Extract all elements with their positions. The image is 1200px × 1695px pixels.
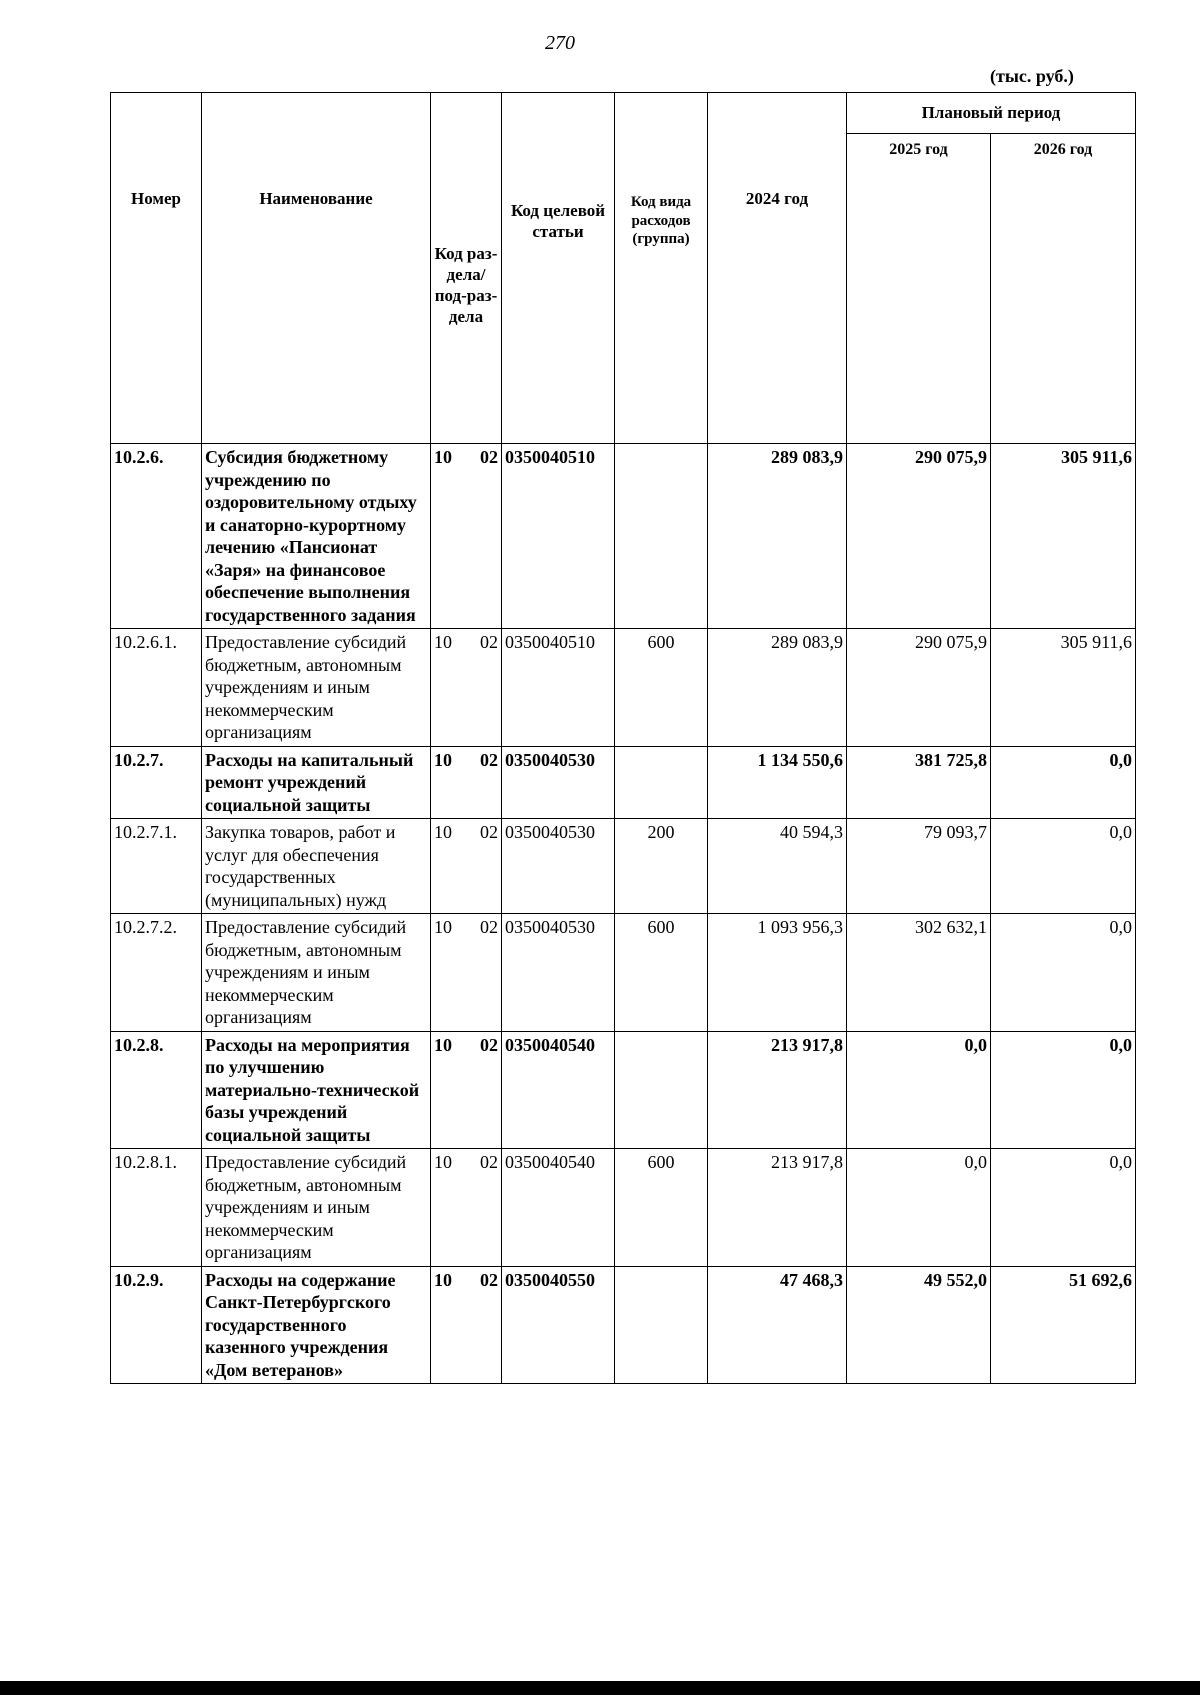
row-2024: 289 083,9 [708, 444, 847, 629]
razdel-code: 10 [434, 447, 452, 467]
scan-border [0, 1681, 1200, 1695]
row-razdel [431, 1266, 502, 1384]
row-2026: 0,0 [991, 914, 1136, 1032]
row-name: Предоставление субсидий бюджетным, автономным учреждениям и иным некоммерческим организациям [202, 1149, 431, 1267]
units-label: (тыс. руб.) [990, 66, 1074, 86]
row-razdel [431, 819, 502, 914]
row-2026: 305 911,6 [991, 444, 1136, 629]
row-kod-vida: 600 [615, 629, 708, 747]
podrazdel-code: 02 [480, 917, 498, 937]
podrazdel-code: 02 [480, 1152, 498, 1172]
row-number: 10.2.6. [111, 444, 202, 629]
row-name: Закупка товаров, работ и услуг для обеспечения государственных (муниципальных) нужд [202, 819, 431, 914]
row-razdel [431, 914, 502, 1032]
podrazdel-code: 02 [480, 632, 498, 652]
table-row [111, 1149, 1136, 1267]
row-2024: 289 083,9 [708, 629, 847, 747]
row-kod-tselevoy: 0350040540 [502, 1031, 615, 1149]
row-number: 10.2.7.1. [111, 819, 202, 914]
row-2026: 0,0 [991, 1149, 1136, 1267]
row-2025: 381 725,8 [847, 746, 991, 819]
row-name: Расходы на содержание Санкт-Петербургского государственного казенного учреждения «Дом ветеранов» [202, 1266, 431, 1384]
row-kod-vida: 600 [615, 914, 708, 1032]
row-razdel [431, 444, 502, 629]
row-razdel [431, 746, 502, 819]
row-name: Предоставление субсидий бюджетным, автономным учреждениям и иным некоммерческим организациям [202, 629, 431, 747]
header-row [111, 93, 1136, 134]
podrazdel-code: 02 [480, 822, 498, 842]
row-kod-tselevoy: 0350040530 [502, 746, 615, 819]
row-kod-tselevoy: 0350040530 [502, 819, 615, 914]
row-2024: 1 134 550,6 [708, 746, 847, 819]
razdel-code: 10 [434, 749, 452, 770]
row-2026: 0,0 [991, 746, 1136, 819]
table-row [111, 746, 1136, 819]
row-name: Субсидия бюджетному учреждению по оздоровительному отдыху и санаторно-курортному лечению «Пансионат «Заря» на финансовое обеспечение выполнения государственного задания [202, 444, 431, 629]
row-2026: 51 692,6 [991, 1266, 1136, 1384]
podrazdel-code: 02 [480, 1034, 498, 1055]
row-kod-vida: 200 [615, 819, 708, 914]
row-kod-vida: 600 [615, 1149, 708, 1267]
podrazdel-code: 02 [480, 1269, 498, 1290]
header-naimenovanie: Наименование [202, 93, 431, 444]
table-row [111, 444, 1136, 629]
row-2024: 40 594,3 [708, 819, 847, 914]
row-kod-tselevoy: 0350040510 [502, 444, 615, 629]
row-kod-tselevoy: 0350040510 [502, 629, 615, 747]
header-kod-vida: Код вида расходов (группа) [615, 93, 708, 444]
header-2024: 2024 год [708, 93, 847, 444]
row-kod-vida [615, 444, 708, 629]
row-kod-tselevoy: 0350040540 [502, 1149, 615, 1267]
row-2025: 0,0 [847, 1149, 991, 1267]
razdel-code: 10 [434, 822, 452, 842]
razdel-code: 10 [434, 1152, 452, 1172]
table-row [111, 1031, 1136, 1149]
row-kod-vida [615, 1031, 708, 1149]
row-number: 10.2.8. [111, 1031, 202, 1149]
row-number: 10.2.7.2. [111, 914, 202, 1032]
row-2026: 0,0 [991, 1031, 1136, 1149]
table-row [111, 819, 1136, 914]
header-2026: 2026 год [991, 134, 1136, 444]
row-name: Предоставление субсидий бюджетным, автономным учреждениям и иным некоммерческим организациям [202, 914, 431, 1032]
row-kod-tselevoy: 0350040530 [502, 914, 615, 1032]
row-2026: 0,0 [991, 819, 1136, 914]
row-kod-tselevoy: 0350040550 [502, 1266, 615, 1384]
row-number: 10.2.9. [111, 1266, 202, 1384]
row-2025: 79 093,7 [847, 819, 991, 914]
row-2024: 213 917,8 [708, 1031, 847, 1149]
table-row [111, 914, 1136, 1032]
page-number: 270 [545, 32, 575, 54]
row-2025: 290 075,9 [847, 444, 991, 629]
header-kod-razdela: Код раз-дела/ под-раз-дела [431, 93, 502, 444]
header-2025: 2025 год [847, 134, 991, 444]
row-number: 10.2.6.1. [111, 629, 202, 747]
podrazdel-code: 02 [480, 749, 498, 770]
row-razdel [431, 1149, 502, 1267]
row-razdel [431, 1031, 502, 1149]
table-row [111, 1266, 1136, 1384]
row-kod-vida [615, 1266, 708, 1384]
row-2025: 290 075,9 [847, 629, 991, 747]
row-number: 10.2.7. [111, 746, 202, 819]
row-2025: 0,0 [847, 1031, 991, 1149]
header-kod-tselevoy: Код целевой статьи [502, 93, 615, 444]
header-nomer: Номер [111, 93, 202, 444]
row-2024: 1 093 956,3 [708, 914, 847, 1032]
row-razdel [431, 629, 502, 747]
row-2026: 305 911,6 [991, 629, 1136, 747]
razdel-code: 10 [434, 1034, 452, 1055]
row-2024: 213 917,8 [708, 1149, 847, 1267]
row-2024: 47 468,3 [708, 1266, 847, 1384]
podrazdel-code: 02 [480, 447, 498, 467]
row-2025: 302 632,1 [847, 914, 991, 1032]
razdel-code: 10 [434, 917, 452, 937]
razdel-code: 10 [434, 632, 452, 652]
row-name: Расходы на мероприятия по улучшению материально-технической базы учреждений социальной защиты [202, 1031, 431, 1149]
row-kod-vida [615, 746, 708, 819]
razdel-code: 10 [434, 1269, 452, 1290]
table-row [111, 629, 1136, 747]
row-2025: 49 552,0 [847, 1266, 991, 1384]
row-number: 10.2.8.1. [111, 1149, 202, 1267]
budget-table [110, 92, 1136, 1384]
header-plan-period: Плановый период [847, 93, 1136, 134]
row-name: Расходы на капитальный ремонт учреждений социальной защиты [202, 746, 431, 819]
